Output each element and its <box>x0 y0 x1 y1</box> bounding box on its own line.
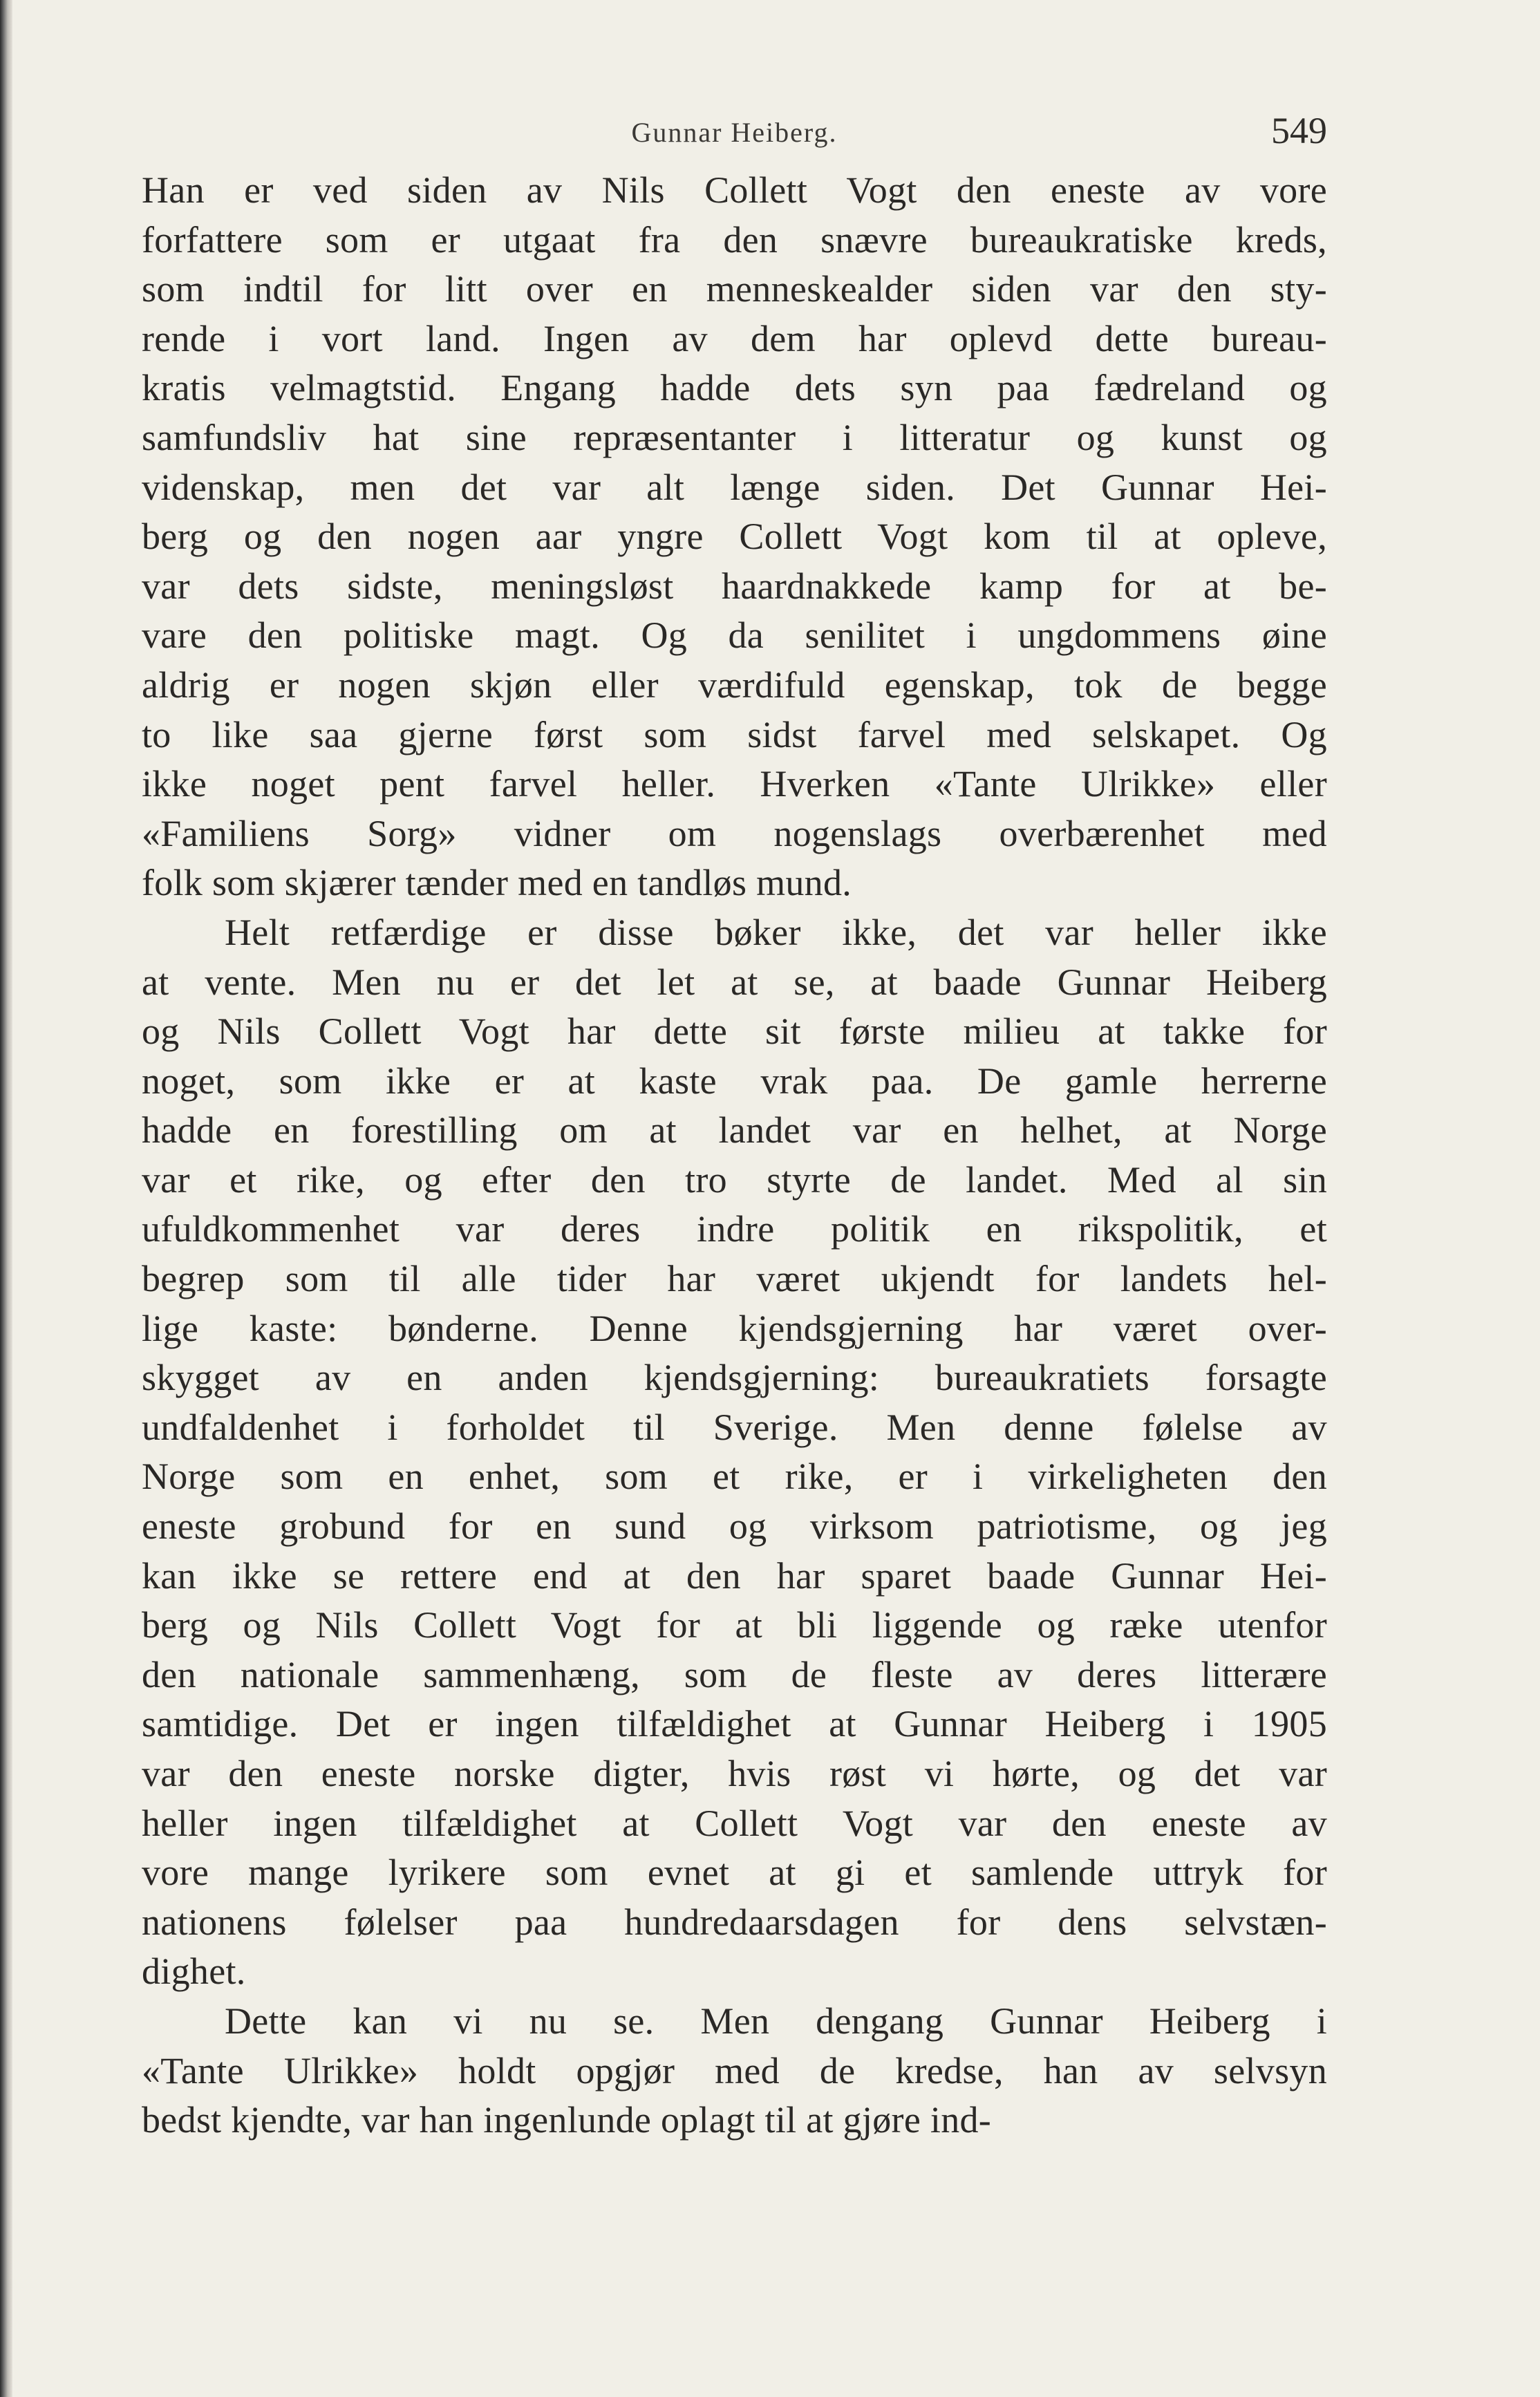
binding-edge <box>0 0 12 2397</box>
text-line: forfattere som er utgaat fra den snævre bureaukratiske kreds, <box>142 218 1327 261</box>
book-page <box>142 104 1327 2145</box>
text-line: ufuldkommenhet var deres indre politik en rikspolitik, et <box>142 1208 1327 1250</box>
text-line: dighet. <box>142 1950 246 1993</box>
running-title: Gunnar Heiberg. <box>631 117 838 148</box>
text-line: bedst kjendte, var han ingenlunde oplagt til at gjøre ind- <box>142 2099 992 2141</box>
text-line: var et rike, og efter den tro styrte de landet. Med al sin <box>142 1158 1327 1201</box>
text-line: samtidige. Det er ingen tilfældighet at Gunnar Heiberg i 1905 <box>142 1703 1327 1745</box>
text-line: ikke noget pent farvel heller. Hverken «Tante Ulrikke» eller <box>142 763 1327 805</box>
body-text <box>142 166 1327 2145</box>
text-line: kan ikke se rettere end at den har sparet baade Gunnar Hei- <box>142 1554 1327 1597</box>
text-line: noget, som ikke er at kaste vrak paa. De gamle herrerne <box>142 1060 1327 1102</box>
text-line: skygget av en anden kjendsgjerning: bureaukratiets forsagte <box>142 1357 1327 1399</box>
text-line: berg og den nogen aar yngre Collett Vogt kom til at opleve, <box>142 516 1327 558</box>
text-line: folk som skjærer tænder med en tandløs mund. <box>142 862 852 904</box>
running-head <box>142 104 1327 166</box>
text-line: lige kaste: bønderne. Denne kjendsgjerning har været over- <box>142 1307 1327 1349</box>
page-number: 549 <box>1271 110 1327 151</box>
text-line: «Familiens Sorg» vidner om nogenslags overbærenhet med <box>142 812 1327 854</box>
text-line: vare den politiske magt. Og da senilitet i ungdommens øine <box>142 614 1327 657</box>
text-line: eneste grobund for en sund og virksom patriotisme, og jeg <box>142 1505 1327 1548</box>
text-line: Han er ved siden av Nils Collett Vogt den eneste av vore <box>142 169 1327 211</box>
text-line: at vente. Men nu er det let at se, at baade Gunnar Heiberg <box>142 961 1327 1003</box>
text-line: hadde en forestilling om at landet var en helhet, at Norge <box>142 1109 1327 1152</box>
text-line: som indtil for litt over en menneskealder siden var den sty- <box>142 268 1327 310</box>
text-line: samfundsliv hat sine repræsentanter i litteratur og kunst og <box>142 416 1327 458</box>
text-line: videnskap, men det var alt længe siden. Det Gunnar Hei- <box>142 466 1327 508</box>
text-line: Dette kan vi nu se. Men dengang Gunnar Heiberg i <box>225 2000 1327 2042</box>
text-line: to like saa gjerne først som sidst farvel med selskapet. Og <box>142 713 1327 755</box>
text-line: undfaldenhet i forholdet til Sverige. Men denne følelse av <box>142 1406 1327 1448</box>
paragraph <box>142 1997 1327 2145</box>
text-line: og Nils Collett Vogt har dette sit første milieu at takke for <box>142 1010 1327 1053</box>
text-line: var dets sidste, meningsløst haardnakkede kamp for at be- <box>142 565 1327 607</box>
text-line: kratis velmagtstid. Engang hadde dets syn paa fædreland og <box>142 367 1327 409</box>
text-line: begrep som til alle tider har været ukjendt for landets hel- <box>142 1258 1327 1300</box>
text-line: rende i vort land. Ingen av dem har oplevd dette bureau- <box>142 317 1327 359</box>
text-line: heller ingen tilfældighet at Collett Vogt var den eneste av <box>142 1802 1327 1844</box>
text-line: den nationale sammenhæng, som de fleste av deres litterære <box>142 1653 1327 1695</box>
text-line: Helt retfærdige er disse bøker ikke, det var heller ikke <box>225 911 1327 953</box>
text-line: aldrig er nogen skjøn eller værdifuld egenskap, tok de begge <box>142 664 1327 706</box>
text-line: berg og Nils Collett Vogt for at bli liggende og ræke utenfor <box>142 1604 1327 1646</box>
text-line: «Tante Ulrikke» holdt opgjør med de kredse, han av selvsyn <box>142 2049 1327 2092</box>
paragraph <box>142 166 1327 908</box>
text-line: nationens følelser paa hundredaarsdagen for dens selvstæn- <box>142 1901 1327 1943</box>
text-line: var den eneste norske digter, hvis røst vi hørte, og det var <box>142 1753 1327 1794</box>
text-line: vore mange lyrikere som evnet at gi et samlende uttryk for <box>142 1852 1327 1894</box>
text-line: Norge som en enhet, som et rike, er i virkeligheten den <box>142 1456 1327 1498</box>
paragraph <box>142 908 1327 1997</box>
